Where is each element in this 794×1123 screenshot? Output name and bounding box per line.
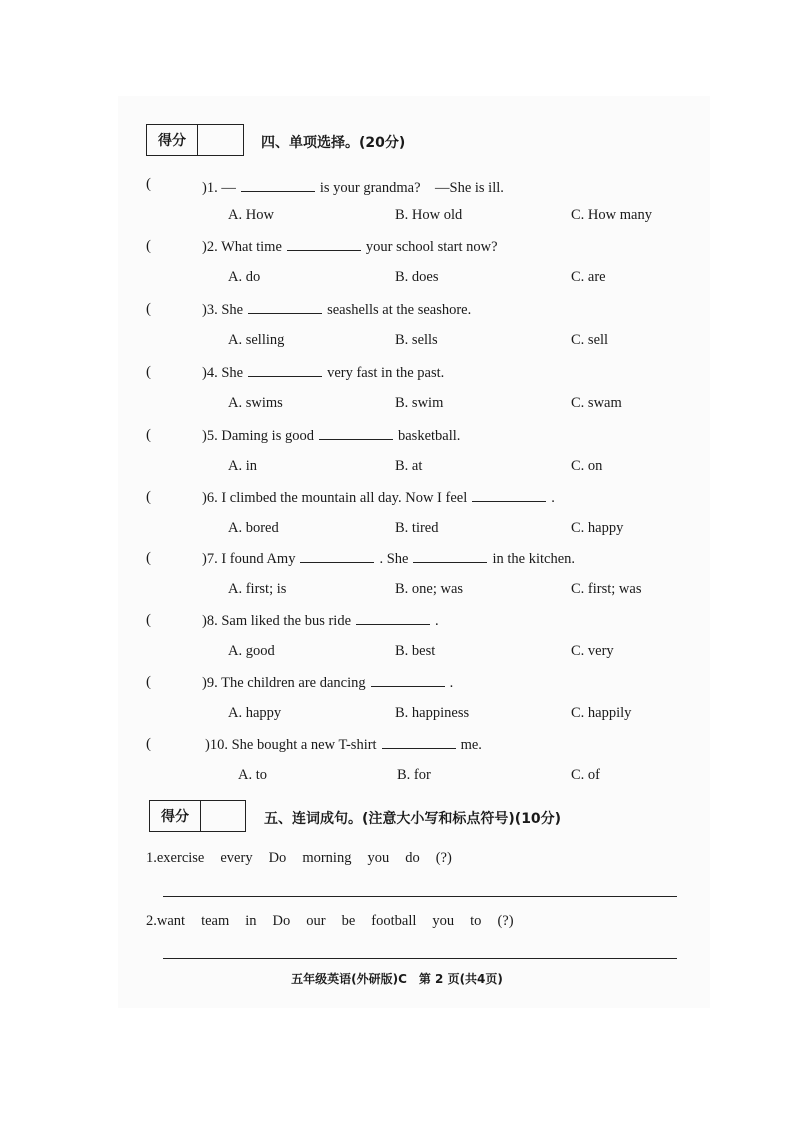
answer-paren[interactable]: ( [146, 674, 151, 690]
option-b[interactable]: B. at [395, 458, 423, 474]
punctuation-hint: (?) [497, 913, 514, 929]
option-b[interactable]: B. happiness [395, 705, 470, 721]
answer-line-2[interactable] [163, 958, 677, 959]
answer-paren[interactable]: ( [146, 427, 151, 443]
word: football [371, 913, 417, 929]
option-c[interactable]: C. happy [571, 520, 624, 536]
word: every [220, 850, 253, 866]
question-number: )6. [202, 490, 218, 506]
score-label: 得分 [150, 801, 201, 831]
answer-blank [356, 612, 430, 625]
question-text-post: me. [460, 737, 482, 753]
answer-paren[interactable]: ( [146, 550, 151, 566]
answer-paren[interactable]: ( [146, 301, 151, 317]
question-number: )7. [202, 551, 218, 567]
option-a[interactable]: A. do [228, 269, 261, 285]
option-a[interactable]: A. to [238, 767, 267, 783]
question-text [202, 489, 555, 507]
word: Do [268, 850, 287, 866]
option-a[interactable]: A. good [228, 643, 275, 659]
answer-blank [287, 238, 361, 251]
question-text-pre: She bought a new T-shirt [231, 737, 377, 753]
question-10 [0, 736, 794, 798]
option-c[interactable]: C. sell [571, 332, 609, 348]
question-text-post: in the kitchen. [492, 551, 575, 567]
question-text [202, 674, 453, 692]
answer-paren[interactable]: ( [146, 489, 151, 505]
word: our [306, 913, 326, 929]
option-b[interactable]: B. for [397, 767, 431, 783]
question-text-pre: I found Amy [221, 551, 296, 567]
score-box-section4 [146, 124, 244, 156]
question-3 [0, 301, 794, 363]
answer-paren[interactable]: ( [146, 736, 151, 752]
question-number: )3. [202, 302, 218, 318]
answer-blank [319, 427, 393, 440]
question-text-pre: The children are dancing [221, 675, 366, 691]
option-a[interactable]: A. in [228, 458, 257, 474]
answer-blank [413, 550, 487, 563]
option-b[interactable]: B. does [395, 269, 439, 285]
option-a[interactable]: A. bored [228, 520, 279, 536]
answer-blank [371, 674, 445, 687]
option-a[interactable]: A. happy [228, 705, 282, 721]
question-text-post: . [435, 613, 439, 629]
answer-paren[interactable]: ( [146, 238, 151, 254]
word: want [156, 913, 186, 929]
score-label: 得分 [147, 125, 198, 155]
option-c[interactable]: C. How many [571, 207, 652, 223]
section5-title: 五、连词成句。(注意大小写和标点符号)(10分) [264, 811, 562, 827]
question-text-post: . [449, 675, 454, 691]
option-b[interactable]: B. How old [395, 207, 463, 223]
question-text-post: basketball. [397, 428, 461, 444]
answer-line-1[interactable] [163, 896, 677, 897]
question-number: )2. [202, 239, 218, 255]
sentence-item-2 [146, 913, 514, 930]
question-text-pre: — [221, 180, 236, 196]
score-blank[interactable] [201, 801, 245, 831]
item-number: 2. [146, 913, 157, 929]
word: morning [302, 850, 352, 866]
option-c[interactable]: C. very [571, 643, 614, 659]
section4-title: 四、单项选择。(20分) [261, 135, 406, 151]
option-a[interactable]: A. How [228, 207, 274, 223]
word: exercise [156, 850, 205, 866]
option-a[interactable]: A. swims [228, 395, 283, 411]
question-text-post: very fast in the past. [327, 365, 445, 381]
word: be [341, 913, 356, 929]
question-6 [0, 489, 794, 551]
word: Do [272, 913, 291, 929]
sentence-item-1 [146, 850, 452, 867]
question-text [202, 364, 444, 382]
option-b[interactable]: B. one; was [395, 581, 464, 597]
word: in [245, 913, 257, 929]
question-text [202, 550, 575, 568]
question-text [202, 427, 460, 445]
option-b[interactable]: B. swim [395, 395, 444, 411]
option-c[interactable]: C. swam [571, 395, 622, 411]
item-number: 1. [146, 850, 157, 866]
question-text-pre: What time [221, 239, 282, 255]
word: to [470, 913, 482, 929]
word: you [367, 850, 390, 866]
answer-paren[interactable]: ( [146, 364, 151, 380]
option-c[interactable]: C. happily [571, 705, 632, 721]
option-c[interactable]: C. first; was [571, 581, 642, 597]
question-1 [0, 176, 794, 238]
punctuation-hint: (?) [435, 850, 452, 866]
question-9 [0, 674, 794, 736]
answer-blank [382, 736, 456, 749]
option-c[interactable]: C. are [571, 269, 606, 285]
question-text-post: . [551, 490, 555, 506]
option-c[interactable]: C. of [571, 767, 600, 783]
answer-blank [248, 301, 322, 314]
question-text-post: your school start now? [365, 239, 498, 255]
answer-paren[interactable]: ( [146, 612, 151, 628]
score-box-section5 [149, 800, 246, 832]
word: do [405, 850, 420, 866]
answer-blank [241, 179, 315, 192]
question-number: )1. [202, 180, 218, 196]
question-text-post: is your grandma? —She is ill. [319, 180, 504, 196]
question-text [205, 736, 482, 754]
answer-blank [472, 489, 546, 502]
option-b[interactable]: B. sells [395, 332, 438, 348]
word: team [201, 913, 230, 929]
score-blank[interactable] [198, 125, 243, 155]
question-7 [0, 550, 794, 612]
page-footer: 五年级英语(外研版)C 第 2 页(共4页) [291, 972, 503, 986]
question-number: )8. [202, 613, 218, 629]
question-text-pre: I climbed the mountain all day. Now I feel [221, 490, 468, 506]
question-4 [0, 364, 794, 426]
word: you [432, 913, 455, 929]
question-number: )5. [202, 428, 218, 444]
question-text-pre: She [221, 365, 244, 381]
question-text [202, 238, 498, 256]
option-c[interactable]: C. on [571, 458, 603, 474]
question-text [202, 612, 439, 630]
answer-paren[interactable]: ( [146, 176, 151, 192]
option-a[interactable]: A. selling [228, 332, 285, 348]
question-text-pre: Daming is good [221, 428, 314, 444]
answer-blank [248, 364, 322, 377]
question-text [202, 301, 471, 319]
answer-blank [300, 550, 374, 563]
question-number: )4. [202, 365, 218, 381]
question-number: )10. [205, 737, 228, 753]
option-a[interactable]: A. first; is [228, 581, 287, 597]
question-text-pre: Sam liked the bus ride [221, 613, 352, 629]
question-text [202, 176, 504, 197]
question-text-post: seashells at the seashore. [327, 302, 472, 318]
option-b[interactable]: B. best [395, 643, 436, 659]
option-b[interactable]: B. tired [395, 520, 439, 536]
question-2 [0, 238, 794, 300]
question-8 [0, 612, 794, 674]
question-5 [0, 427, 794, 489]
question-text-pre: She [221, 302, 244, 318]
question-text-mid: . She [379, 551, 409, 567]
question-number: )9. [202, 675, 218, 691]
